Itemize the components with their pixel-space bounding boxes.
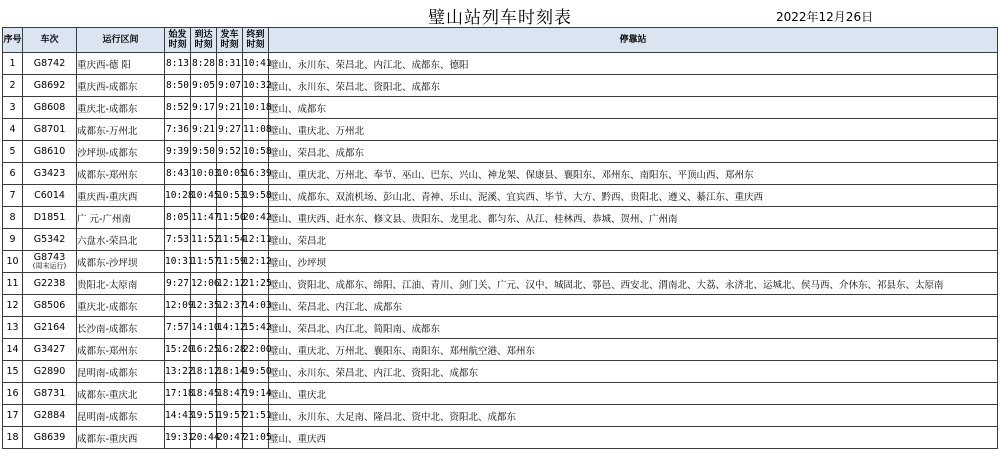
- cell-train-number: G2164: [23, 317, 77, 339]
- cell-stops: 璧山、成都东: [269, 97, 998, 119]
- cell-arrive-time: 9:21: [191, 119, 217, 141]
- table-row: [3, 185, 998, 207]
- cell-row-number: 5: [3, 141, 23, 163]
- cell-train-number: G8742: [23, 53, 77, 75]
- cell-row-number: 2: [3, 75, 23, 97]
- table-row: [3, 53, 998, 75]
- cell-route: 重庆西-重庆西: [77, 185, 165, 207]
- cell-arrive-time: 10:03: [191, 163, 217, 185]
- page-title: 璧山站列车时刻表: [428, 8, 572, 28]
- cell-row-number: 14: [3, 339, 23, 361]
- cell-terminal-time: 11:08: [243, 119, 269, 141]
- cell-arrive-time: 11:52: [191, 229, 217, 251]
- table-row: [3, 75, 998, 97]
- cell-leave-time: 9:07: [217, 75, 243, 97]
- cell-route: 成都东-沙坪坝: [77, 251, 165, 273]
- table-row: [3, 427, 998, 449]
- cell-train-number: C6014: [23, 185, 77, 207]
- cell-route: 重庆北-成都东: [77, 97, 165, 119]
- table-row: [3, 383, 998, 405]
- cell-train-number: G8692: [23, 75, 77, 97]
- cell-train-number: D1851: [23, 207, 77, 229]
- cell-stops: 璧山、重庆北、万州北: [269, 119, 998, 141]
- cell-row-number: 10: [3, 251, 23, 273]
- cell-stops: 璧山、重庆北、万州北、奉节、巫山、巴东、兴山、神龙架、保康县、襄阳东、邓州东、南阳东、平顶山西、郑州东: [269, 163, 998, 185]
- cell-terminal-time: 10:41: [243, 53, 269, 75]
- cell-terminal-time: 15:42: [243, 317, 269, 339]
- cell-arrive-time: 14:10: [191, 317, 217, 339]
- cell-depart-time: 12:09: [165, 295, 191, 317]
- cell-route: 重庆西-德 阳: [77, 53, 165, 75]
- cell-depart-time: 8:50: [165, 75, 191, 97]
- cell-leave-time: 11:54: [217, 229, 243, 251]
- cell-train-number: G2238: [23, 273, 77, 295]
- cell-route: 重庆西-成都东: [77, 75, 165, 97]
- cell-depart-time: 10:31: [165, 251, 191, 273]
- cell-leave-time: 18:47: [217, 383, 243, 405]
- cell-arrive-time: 12:35: [191, 295, 217, 317]
- cell-arrive-time: 16:25: [191, 339, 217, 361]
- column-header-route: 运行区间: [77, 28, 165, 53]
- cell-arrive-time: 20:44: [191, 427, 217, 449]
- cell-row-number: 12: [3, 295, 23, 317]
- column-header-no: 序号: [3, 28, 23, 53]
- timetable: [2, 27, 998, 449]
- cell-depart-time: 8:43: [165, 163, 191, 185]
- cell-row-number: 1: [3, 53, 23, 75]
- cell-terminal-time: 10:58: [243, 141, 269, 163]
- table-row: [3, 141, 998, 163]
- cell-depart-time: 9:39: [165, 141, 191, 163]
- date-label: 2022年12月26日: [776, 10, 874, 24]
- cell-stops: 璧山、荣昌北、内江北、简阳南、成都东: [269, 317, 998, 339]
- table-row: [3, 273, 998, 295]
- cell-leave-time: 18:14: [217, 361, 243, 383]
- cell-route: 成都东-重庆北: [77, 383, 165, 405]
- cell-row-number: 18: [3, 427, 23, 449]
- cell-leave-time: 12:12: [217, 273, 243, 295]
- cell-train-number: G8608: [23, 97, 77, 119]
- cell-terminal-time: 21:25: [243, 273, 269, 295]
- cell-row-number: 17: [3, 405, 23, 427]
- table-row: [3, 361, 998, 383]
- cell-leave-time: 8:31: [217, 53, 243, 75]
- cell-depart-time: 15:20: [165, 339, 191, 361]
- table-row: [3, 339, 998, 361]
- cell-terminal-time: 12:11: [243, 229, 269, 251]
- cell-leave-time: 11:50: [217, 207, 243, 229]
- cell-leave-time: 19:57: [217, 405, 243, 427]
- cell-terminal-time: 10:18: [243, 97, 269, 119]
- table-row: [3, 251, 998, 273]
- cell-leave-time: 10:53: [217, 185, 243, 207]
- cell-leave-time: 9:21: [217, 97, 243, 119]
- column-header-leave: 发车时刻: [217, 28, 243, 53]
- cell-arrive-time: 12:06: [191, 273, 217, 295]
- cell-train-number: G8639: [23, 427, 77, 449]
- table-row: [3, 317, 998, 339]
- cell-terminal-time: 20:42: [243, 207, 269, 229]
- cell-train-number: G8701: [23, 119, 77, 141]
- cell-route: 重庆北-成都东: [77, 295, 165, 317]
- column-header-terminal: 终到时刻: [243, 28, 269, 53]
- cell-row-number: 15: [3, 361, 23, 383]
- cell-stops: 璧山、永川东、荣昌北、资阳北、成都东: [269, 75, 998, 97]
- table-row: [3, 207, 998, 229]
- cell-stops: 璧山、资阳北、成都东、绵阳、江油、青川、剑门关、广元、汉中、城固北、鄠邑、西安北、渭南北、大荔、永济北、运城北、侯马西、介休东、祁县东、太原南: [269, 273, 998, 295]
- cell-depart-time: 8:13: [165, 53, 191, 75]
- column-header-arrive: 到达时刻: [191, 28, 217, 53]
- cell-leave-time: 10:05: [217, 163, 243, 185]
- cell-depart-time: 13:22: [165, 361, 191, 383]
- column-header-train: 车次: [23, 28, 77, 53]
- cell-row-number: 8: [3, 207, 23, 229]
- cell-stops: 璧山、永川东、荣昌北、内江北、资阳北、成都东: [269, 361, 998, 383]
- cell-row-number: 11: [3, 273, 23, 295]
- cell-arrive-time: 9:50: [191, 141, 217, 163]
- cell-arrive-time: 19:51: [191, 405, 217, 427]
- cell-stops: 璧山、荣昌北: [269, 229, 998, 251]
- cell-arrive-time: 11:47: [191, 207, 217, 229]
- table-header-row: [3, 28, 998, 53]
- cell-arrive-time: 8:28: [191, 53, 217, 75]
- cell-route: 成都东-郑州东: [77, 163, 165, 185]
- cell-route: 广 元-广州南: [77, 207, 165, 229]
- cell-depart-time: 8:52: [165, 97, 191, 119]
- cell-route: 成都东-万州北: [77, 119, 165, 141]
- cell-depart-time: 17:18: [165, 383, 191, 405]
- cell-depart-time: 8:05: [165, 207, 191, 229]
- cell-train-number: G8731: [23, 383, 77, 405]
- cell-depart-time: 9:27: [165, 273, 191, 295]
- cell-leave-time: 14:12: [217, 317, 243, 339]
- cell-stops: 璧山、成都东、双流机场、彭山北、青神、乐山、泥溪、宜宾西、毕节、大方、黔西、贵阳北、遵义、綦江东、重庆西: [269, 185, 998, 207]
- cell-row-number: 9: [3, 229, 23, 251]
- table-row: [3, 405, 998, 427]
- cell-terminal-time: 16:39: [243, 163, 269, 185]
- cell-terminal-time: 19:50: [243, 361, 269, 383]
- cell-route: 长沙南-成都东: [77, 317, 165, 339]
- cell-terminal-time: 21:51: [243, 405, 269, 427]
- cell-route: 成都东-重庆西: [77, 427, 165, 449]
- cell-leave-time: 11:59: [217, 251, 243, 273]
- cell-terminal-time: 22:00: [243, 339, 269, 361]
- header: [0, 0, 1000, 27]
- cell-arrive-time: 18:45: [191, 383, 217, 405]
- cell-leave-time: 9:52: [217, 141, 243, 163]
- cell-stops: 璧山、永川东、大足南、隆昌北、资中北、资阳北、成都东: [269, 405, 998, 427]
- cell-stops: 璧山、重庆北: [269, 383, 998, 405]
- cell-terminal-time: 10:32: [243, 75, 269, 97]
- cell-route: 六盘水-荣昌北: [77, 229, 165, 251]
- cell-terminal-time: 14:03: [243, 295, 269, 317]
- cell-train-number: G3423: [23, 163, 77, 185]
- cell-leave-time: 16:28: [217, 339, 243, 361]
- cell-leave-time: 20:47: [217, 427, 243, 449]
- cell-stops: 璧山、重庆西、赶水东、修文县、贵阳东、龙里北、都匀东、从江、桂林西、恭城、贺州、广州南: [269, 207, 998, 229]
- table-row: [3, 97, 998, 119]
- train-note: (周末运行): [32, 262, 67, 270]
- cell-stops: 璧山、重庆西: [269, 427, 998, 449]
- table-row: [3, 163, 998, 185]
- cell-depart-time: 7:36: [165, 119, 191, 141]
- cell-route: 沙坪坝-成都东: [77, 141, 165, 163]
- table-row: [3, 119, 998, 141]
- cell-row-number: 16: [3, 383, 23, 405]
- cell-terminal-time: 12:12: [243, 251, 269, 273]
- cell-arrive-time: 18:12: [191, 361, 217, 383]
- cell-depart-time: 19:31: [165, 427, 191, 449]
- cell-route: 成都东-郑州东: [77, 339, 165, 361]
- cell-route: 昆明南-成都东: [77, 361, 165, 383]
- cell-stops: 璧山、荣昌北、成都东: [269, 141, 998, 163]
- cell-terminal-time: 19:58: [243, 185, 269, 207]
- cell-arrive-time: 10:45: [191, 185, 217, 207]
- cell-terminal-time: 19:14: [243, 383, 269, 405]
- cell-row-number: 7: [3, 185, 23, 207]
- cell-depart-time: 7:57: [165, 317, 191, 339]
- cell-train-number: G2890: [23, 361, 77, 383]
- cell-stops: 璧山、永川东、荣昌北、内江北、成都东、德阳: [269, 53, 998, 75]
- cell-route: 昆明南-成都东: [77, 405, 165, 427]
- cell-depart-time: 14:43: [165, 405, 191, 427]
- table-row: [3, 229, 998, 251]
- cell-route: 贵阳北-太原南: [77, 273, 165, 295]
- cell-row-number: 3: [3, 97, 23, 119]
- cell-arrive-time: 9:05: [191, 75, 217, 97]
- cell-row-number: 6: [3, 163, 23, 185]
- cell-terminal-time: 21:05: [243, 427, 269, 449]
- column-header-stops: 停靠站: [269, 28, 998, 53]
- cell-stops: 璧山、沙坪坝: [269, 251, 998, 273]
- cell-stops: 璧山、荣昌北、内江北、成都东: [269, 295, 998, 317]
- cell-arrive-time: 9:17: [191, 97, 217, 119]
- cell-depart-time: 7:53: [165, 229, 191, 251]
- column-header-depart: 始发时刻: [165, 28, 191, 53]
- cell-train-number: G8610: [23, 141, 77, 163]
- cell-row-number: 4: [3, 119, 23, 141]
- cell-row-number: 13: [3, 317, 23, 339]
- cell-depart-time: 10:28: [165, 185, 191, 207]
- cell-train-number: G2884: [23, 405, 77, 427]
- cell-train-number: G3427: [23, 339, 77, 361]
- train-number: G8743: [33, 252, 66, 263]
- cell-arrive-time: 11:57: [191, 251, 217, 273]
- cell-leave-time: 12:37: [217, 295, 243, 317]
- cell-train-number: [23, 251, 77, 273]
- cell-train-number: G5342: [23, 229, 77, 251]
- cell-stops: 璧山、重庆北、万州北、襄阳东、南阳东、郑州航空港、郑州东: [269, 339, 998, 361]
- table-row: [3, 295, 998, 317]
- cell-leave-time: 9:27: [217, 119, 243, 141]
- cell-train-number: G8506: [23, 295, 77, 317]
